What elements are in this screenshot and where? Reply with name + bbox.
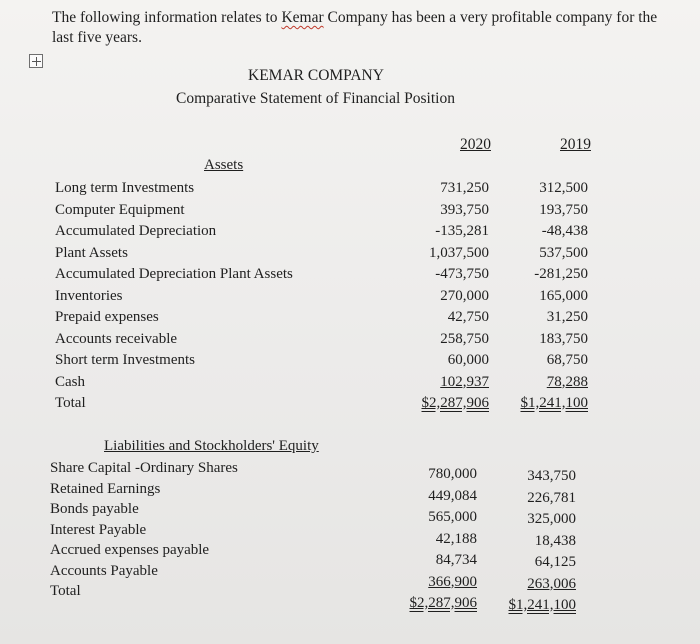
asset-value-2019: 68,750 [546,352,588,368]
liability-value-2019: 64,125 [534,554,576,570]
asset-value-2020: 1,037,500 [429,244,489,261]
liability-value-2019: 226,781 [527,489,576,506]
asset-total-2020: $2,287,906 [421,395,489,411]
liability-label: Accrued expenses payable [50,542,210,558]
liability-label: Bonds payable [50,501,139,517]
asset-label: Plant Assets [55,244,128,261]
asset-value-2019: 31,250 [546,309,588,325]
liability-total-2020: $2,287,906 [409,595,477,611]
intro-text-start: The following information relates to [52,9,282,26]
asset-label: Cash [55,373,85,390]
liabilities-heading: Liabilities and Stockholders' Equity [104,438,319,454]
intro-paragraph [52,8,682,48]
liability-total-2019: $1,241,100 [508,597,576,613]
asset-value-2020: 731,250 [440,180,489,196]
liability-label: Accounts Payable [50,562,158,579]
asset-total-2019: $1,241,100 [520,395,588,411]
year-2020-header: 2020 [460,136,491,153]
assets-labels [55,178,293,415]
company-title: KEMAR COMPANY [248,67,384,84]
asset-label: Inventories [55,287,123,304]
liability-total-label: Total [50,583,81,599]
asset-value-2020: 393,750 [440,201,489,218]
asset-value-2019: -281,250 [534,266,588,282]
asset-value-2019: 183,750 [539,330,588,347]
asset-label: Long term Investments [55,180,195,196]
asset-value-2020: 60,000 [447,352,489,368]
liability-value-2020: 84,734 [435,552,477,568]
liabilities-labels [50,458,238,602]
asset-value-2019: 78,288 [546,373,588,390]
assets-2020-values [422,178,490,415]
liabilities-2020-values [410,464,478,615]
asset-label: Computer Equipment [55,201,185,218]
asset-value-2019: 537,500 [539,244,588,261]
asset-value-2019: 312,500 [539,180,588,196]
asset-value-2020: 258,750 [440,330,489,347]
asset-value-2020: 270,000 [440,287,489,304]
liability-value-2020: 366,900 [428,573,477,590]
asset-label: Short term Investments [55,352,195,368]
asset-label: Accumulated Depreciation Plant Assets [55,266,293,282]
intro-company-word: Kemar [281,9,324,26]
assets-2019-values [521,178,589,415]
liability-value-2020: 565,000 [428,509,477,525]
statement-title: Comparative Statement of Financial Position [176,90,455,107]
liabilities-2019-values [509,466,577,617]
liability-value-2020: 42,188 [435,530,477,547]
assets-heading: Assets [204,157,244,173]
asset-value-2020: 102,937 [440,373,489,390]
asset-value-2020: -473,750 [435,266,489,282]
asset-label: Accounts receivable [55,330,178,347]
asset-value-2019: 165,000 [539,287,588,304]
asset-label: Accumulated Depreciation [55,223,217,239]
liability-label: Retained Earnings [50,480,161,497]
asset-label: Prepaid expenses [55,309,159,325]
liability-value-2019: 18,438 [534,532,576,549]
asset-value-2020: -135,281 [435,223,489,239]
liability-label: Share Capital -Ordinary Shares [50,460,238,476]
year-2019-header: 2019 [560,136,591,153]
asset-value-2019: 193,750 [539,201,588,218]
liability-label: Interest Payable [50,521,147,538]
liability-value-2019: 263,006 [527,575,576,592]
liability-value-2019: 325,000 [527,511,576,527]
liability-value-2020: 449,084 [428,487,477,504]
asset-value-2020: 42,750 [447,309,489,325]
intro-text-end: Company has been a very profitable company for the last five years. [52,9,658,46]
expand-table-icon[interactable] [29,54,43,68]
asset-total-label: Total [55,395,86,411]
asset-value-2019: -48,438 [541,223,588,239]
liability-value-2019: 343,750 [527,468,576,484]
liability-value-2020: 780,000 [428,466,477,482]
